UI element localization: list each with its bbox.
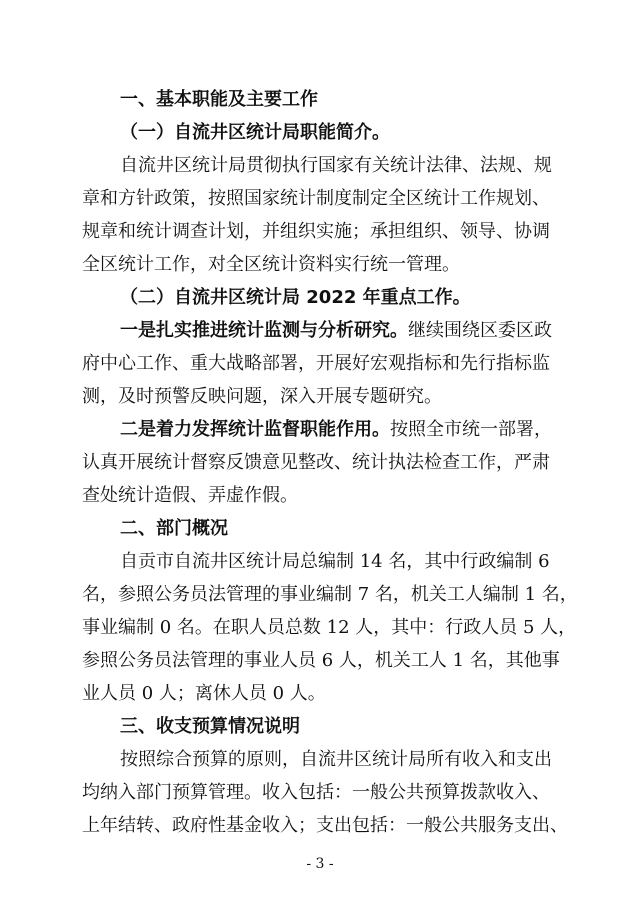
paragraph-line: 自流井区统计局贯彻执行国家有关统计法律、法规、规 [120, 155, 552, 176]
paragraph-line: 均纳入部门预算管理。收入包括：一般公共预算拨款收入、 [82, 782, 550, 803]
work-item-2-text: 按照全市统一部署， [390, 419, 552, 440]
section-heading-2: 二、部门概况 [120, 518, 228, 539]
page-number: - 3 - [306, 856, 334, 872]
paragraph-line: 章和方针政策，按照国家统计制度制定全区统计工作规划、 [82, 188, 550, 209]
work-item-2 [120, 417, 640, 443]
paragraph-line: 参照公务员法管理的事业人员 6 人，机关工人 1 名，其他事 [82, 650, 560, 671]
paragraph-line: 自贡市自流井区统计局总编制 14 名，其中行政编制 6 [120, 551, 550, 572]
work-item-1-text: 继续围绕区委区政 [408, 320, 552, 341]
section-heading-1: 一、基本职能及主要工作 [120, 89, 318, 110]
paragraph-line: 查处统计造假、弄虚作假。 [82, 485, 298, 506]
work-item-2-lead: 二是着力发挥统计监督职能作用。 [120, 419, 390, 440]
paragraph-line: 名，参照公务员法管理的事业编制 7 名，机关工人编制 1 名， [82, 584, 578, 605]
subsection-heading-1-2: （二）自流井区统计局 2022 年重点工作。 [120, 287, 471, 308]
subsection-heading-1-1: （一）自流井区统计局职能简介。 [120, 122, 390, 143]
paragraph-line: 府中心工作、重大战略部署，开展好宏观指标和先行指标监 [82, 353, 550, 374]
paragraph-line: 规章和统计调查计划，并组织实施；承担组织、领导、协调 [82, 221, 550, 242]
work-item-1 [120, 318, 640, 344]
paragraph-line: 测，及时预警反映问题，深入开展专题研究。 [82, 386, 442, 407]
paragraph-line: 全区统计工作，对全区统计资料实行统一管理。 [82, 254, 460, 275]
section-heading-3: 三、收支预算情况说明 [120, 716, 300, 737]
paragraph-line: 上年结转、政府性基金收入；支出包括：一般公共服务支出、 [82, 815, 568, 836]
paragraph-line: 认真开展统计督察反馈意见整改、统计执法检查工作，严肃 [82, 452, 550, 473]
paragraph-line: 事业编制 0 名。在职人员总数 12 人，其中：行政人员 5 人， [82, 617, 577, 638]
work-item-1-lead: 一是扎实推进统计监测与分析研究。 [120, 320, 408, 341]
paragraph-line: 按照综合预算的原则，自流井区统计局所有收入和支出 [120, 749, 552, 770]
paragraph-line: 业人员 0 人；离休人员 0 人。 [82, 683, 326, 704]
